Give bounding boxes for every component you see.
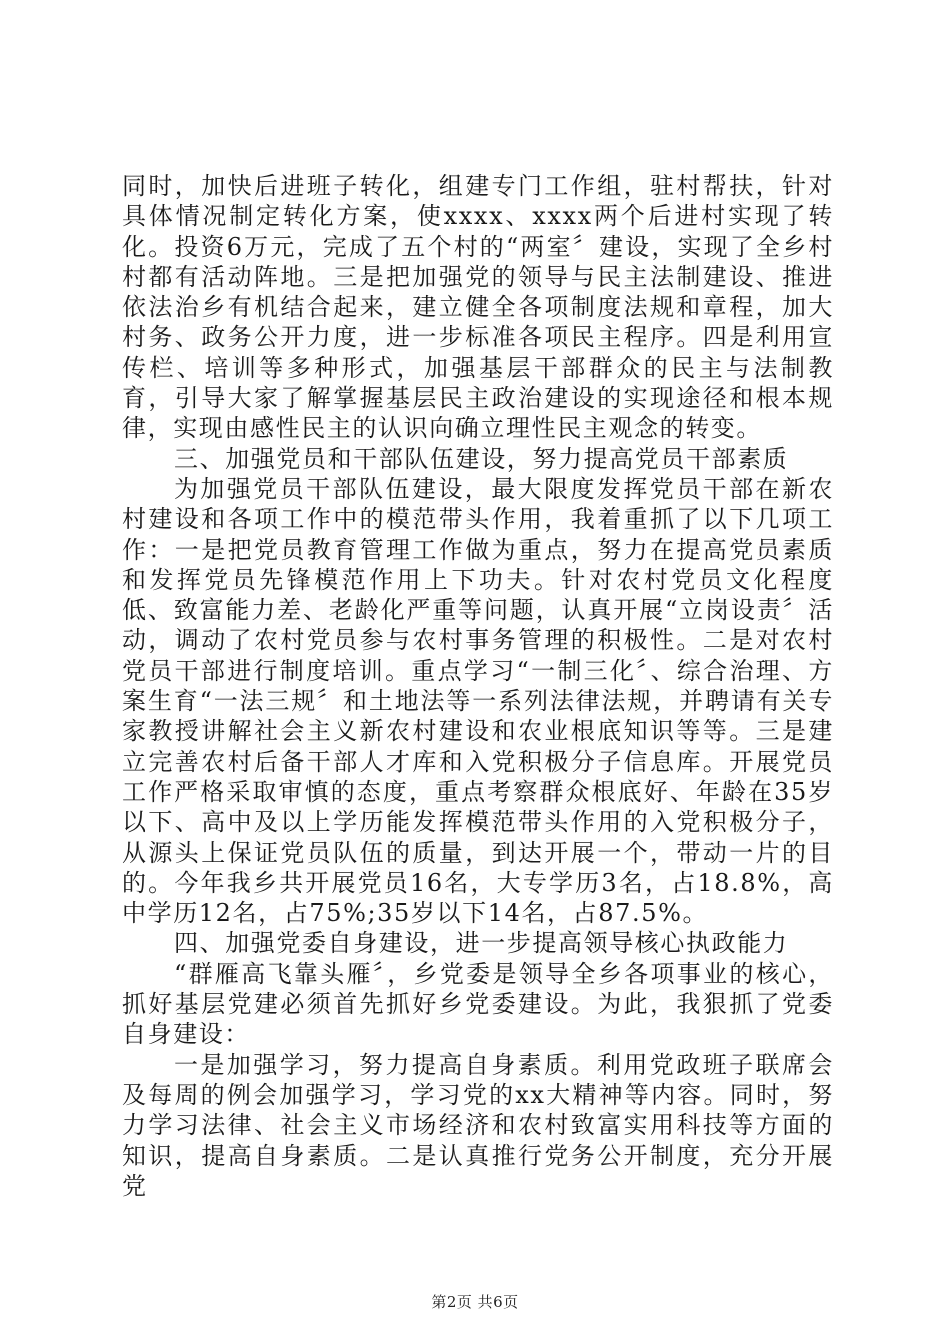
paragraph-party-committee-intro: “群雁高飞靠头雁〞，乡党委是领导全乡各项事业的核心，抓好基层党建必须首先抓好乡党委建设。为此，我狠抓了党委自身建设： [122,959,834,1049]
section-heading-3: 三、加强党员和干部队伍建设，努力提高党员干部素质 [174,444,789,473]
paragraph-self-improvement: 一是加强学习，努力提高自身素质。利用党政班子联席会及每周的例会加强学习，学习党的xx大精神等内容。同时，努力学习法律、社会主义市场经济和农村致富实用科技等方面的知识，提高自身素质。二是认真推行党务公开制度，充分开展党 [122,1050,834,1200]
paragraph-continuation: 同时，加快后进班子转化，组建专门工作组，驻村帮扶，针对具体情况制定转化方案，使xxxx、xxxx两个后进村实现了转化。投资6万元，完成了五个村的“两室〞建设，实现了全乡村村都有活动阵地。三是把加强党的领导与民主法制建设、推进依法治乡有机结合起来，建立健全各项制度法规和章程，加大村务、政务公开力度，进一步标准各项民主程序。四是利用宣传栏、培训等多种形式，加强基层干部群众的民主与法制教育，引导大家了解掌握基层民主政治建设的实现途径和根本规律，实现由感性民主的认识向确立理性民主观念的转变。 [122,172,834,443]
document-body [122,171,834,1201]
page-number-footer: 第2页 共6页 [431,1293,519,1311]
paragraph-party-member-building: 为加强党员干部队伍建设，最大限度发挥党员干部在新农村建设和各项工作中的模范带头作用，我着重抓了以下几项工作：一是把党员教育管理工作做为重点，努力在提高党员素质和发挥党员先锋模范作用上下功夫。针对农村党员文化程度低、致富能力差、老龄化严重等问题，认真开展“立岗设责〞活动，调动了农村党员参与农村事务管理的积极性。二是对农村党员干部进行制度培训。重点学习“一制三化〞、综合治理、方案生育“一法三规〞和土地法等一系列法律法规，并聘请有关专家教授讲解社会主义新农村建设和农业根底知识等等。三是建立完善农村后备干部人才库和入党积极分子信息库。开展党员工作严格采取审慎的态度，重点考察群众根底好、年龄在35岁以下、高中及以上学历能发挥模范带头作用的入党积极分子，从源头上保证党员队伍的质量，到达开展一个，带动一片的目的。今年我乡共开展党员16名，大专学历3名，占18.8%，高中学历12名，占75%;35岁以下14名，占87.5%。 [122,474,834,928]
section-heading-4: 四、加强党委自身建设，进一步提高领导核心执政能力 [174,929,789,958]
